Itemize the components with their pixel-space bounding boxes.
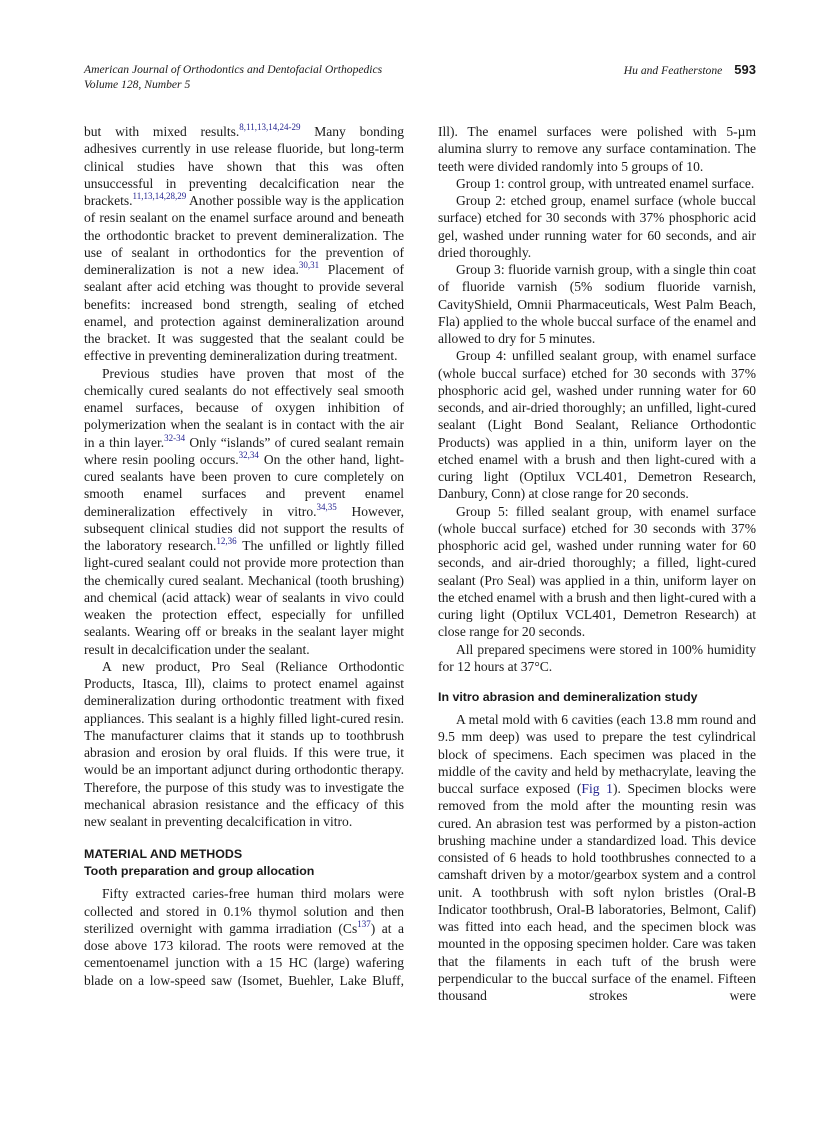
paragraph-text: The unfilled or lightly filled light-cured sealant could not provide more protection than the chemically cured sealant. Mechanical (tooth brushing) and chemical (acid attack) wear of sealants in vivo could weaken the protection effect, especially for unfilled sealants. Wearing off or breaks in the sealant layer might result in decalcification under the sealant. [84,538,404,657]
paragraph [438,123,756,175]
paragraph-text: All prepared specimens were stored in 100% humidity for 12 hours at 37°C. [438,641,756,674]
citation-reference[interactable]: 11,13,14,28,29 [132,191,187,201]
paragraph-text: Group 4: unfilled sealant group, with enamel surface (whole buccal surface) etched for 30 seconds with 37% phosphoric acid gel, washed under running water for 60 seconds, and air-dried thoroughly; an unfilled, light-cured sealant (Light Bond Sealant, Reliance Orthodontic Products) was applied in a thin, uniform layer on the etched enamel with a brush and then light-cured with a curing light (Optilux VCL401, Demetron Research, Danbury, Conn) at close range for 20 seconds. [438,348,756,502]
citation-reference[interactable]: 137 [357,918,371,929]
paragraph-text: Group 5: filled sealant group, with enamel surface (whole buccal surface) etched for 30 seconds with 37% phosphoric acid gel, washed under running water for 60 seconds, and air-dried thoroughly; a filled, light-cured sealant (Pro Seal) was applied in a thin, uniform layer on the etched enamel with a brush and then light-cured with a curing light (Optilux VCL401, Demetron Research) at close range for 20 seconds. [438,503,756,640]
paragraph-text: Group 2: etched group, enamel surface (whole buccal surface) etched for 30 seconds with 37% phosphoric acid gel, washed under running water for 60 seconds, and air dried thoroughly. [438,193,756,260]
paragraph [84,658,404,831]
paragraph [438,641,756,676]
citation-reference[interactable]: 32,34 [238,449,259,460]
paragraph [84,885,404,989]
citation-reference[interactable]: 32-34 [164,432,186,443]
paragraph [438,261,756,347]
subsection-heading: In vitro abrasion and demineralization study [438,690,698,704]
left-column [84,123,404,989]
paragraph [84,123,404,365]
journal-volume: Volume 128, Number 5 [84,78,191,91]
paragraph-text: Fifty extracted caries-free human third molars were collected and stored in 0.1% thymol solution and then sterilized overnight with gamma irradiation (Cs [84,886,404,936]
paragraph-text: On the other hand, light-cured sealants have been proven to cure completely on smooth enamel surfaces and prevent enamel demineralization effectively in vitro. [84,451,404,519]
journal-title: American Journal of Orthodontics and Dentofacial Orthopedics [84,63,383,76]
paragraph-text: However, subsequent clinical studies did not support the results of the laboratory research. [84,503,404,553]
paragraph [84,365,404,658]
paragraph-text: Many bonding adhesives currently in use release fluoride, but long-term clinical studies have shown that this was often unsuccessful in preventing decalcification near the brackets. [84,124,404,208]
figure-reference-link[interactable]: Fig 1 [581,781,613,796]
paragraph-text: A metal mold with 6 cavities (each 13.8 mm round and 9.5 mm deep) was used to prepare the test cylindrical block of specimens. Each specimen was placed in the middle of the cavity and held by methacrylate, leaving the buccal surface exposed ( [438,712,756,796]
right-column [438,123,756,1004]
paragraph-text: Only “islands” of cured sealant remain where resin pooling occurs. [84,434,404,467]
running-header-left [84,62,382,92]
paragraph-text: Group 1: control group, with untreated enamel surface. [456,175,755,191]
paragraph-text: A new product, Pro Seal (Reliance Orthodontic Products, Itasca, Ill), claims to protect enamel against demineralization during orthodontic treatment with fixed appliances. This sealant is a highly filled light-cured resin. The manufacturer claims that it stands up to toothbrush abrasion and erosion by oral fluids. If this were true, it would be an important adjunct during orthodontic therapy. Therefore, the purpose of this study was to investigate the mechanical abrasion resistance and the efficacy of this new sealant in preventing decalcification in vitro. [84,658,404,829]
paragraph-text: ). Specimen blocks were removed from the mold after the mounting resin was cured. An abrasion test was performed by a piston-action brushing machine under a standardized load. This device consisted of 6 heads to hold toothbrushes connected to a camshaft driven by a motor/gearbox system and a control unit. A toothbrush with soft nylon bristles (Oral-B Indicator toothbrush, Oral-B laboratories, Belmont, Calif) was fitted into each head, and the specimen block was mounted in the opposing specimen holder. Care was taken that the filaments in each tuft of the brush were perpendicular to the buccal surface of the enamel. Fifteen thousand strokes were [438,781,756,1003]
page-number: 593 [734,62,756,77]
paragraph-text: but with mixed results. [84,124,240,139]
citation-reference[interactable]: 30,31 [298,260,320,270]
paragraph-text: Placement of sealant after acid etching was thought to provide several benefits: increased bond strength, sealing of etched enamel, and protection against demineralization around the bracket. It was suggested that the sealant could be effective in preventing demineralization during treatment. [84,262,404,364]
running-header-right [624,62,756,78]
citation-reference[interactable]: 8,11,13,14,24-29 [239,122,301,132]
paragraph-text: Ill). The enamel surfaces were polished with 5-µm alumina slurry to remove any surface contamination. The teeth were divided randomly into 5 groups of 10. [438,124,756,174]
citation-reference[interactable]: 12,36 [216,536,237,546]
paragraph [438,175,756,192]
paragraph [438,503,756,641]
paragraph [438,347,756,502]
paragraph-text: Another possible way is the application of resin sealant on the enamel surface around and beneath the orthodontic bracket to prevent demineralization. The use of sealant in orthodontics for the prevention of demineralization is not a new idea. [84,193,404,277]
authors: Hu and Featherstone [623,64,723,77]
subsection-heading: Tooth preparation and group allocation [84,864,315,879]
citation-reference[interactable]: 34,35 [316,501,337,512]
paragraph-text: Group 3: fluoride varnish group, with a single thin coat of fluoride varnish (5% sodium fluoride varnish, CavityShield, Omnii Pharmaceuticals, West Palm Beach, Fla) applied to the whole buccal surface of the enamel and allowed to dry for 5 minutes. [438,262,756,346]
paragraph-text: Previous studies have proven that most of the chemically cured sealants do not effectively seal smooth enamel surfaces, because of oxygen inhibition of polymerization when the sealant is in contact with the air in a thin layer. [84,365,404,450]
section-heading: MATERIAL AND METHODS [84,847,243,862]
paragraph [438,192,756,261]
paragraph-text: ) at a dose above 173 kilorad. The roots were removed at the cementoenamel junction with a 15 HC (large) wafering blade on a low-speed saw (Isomet, Buehler, Lake Bluff, [84,920,404,988]
paragraph [438,711,756,1004]
